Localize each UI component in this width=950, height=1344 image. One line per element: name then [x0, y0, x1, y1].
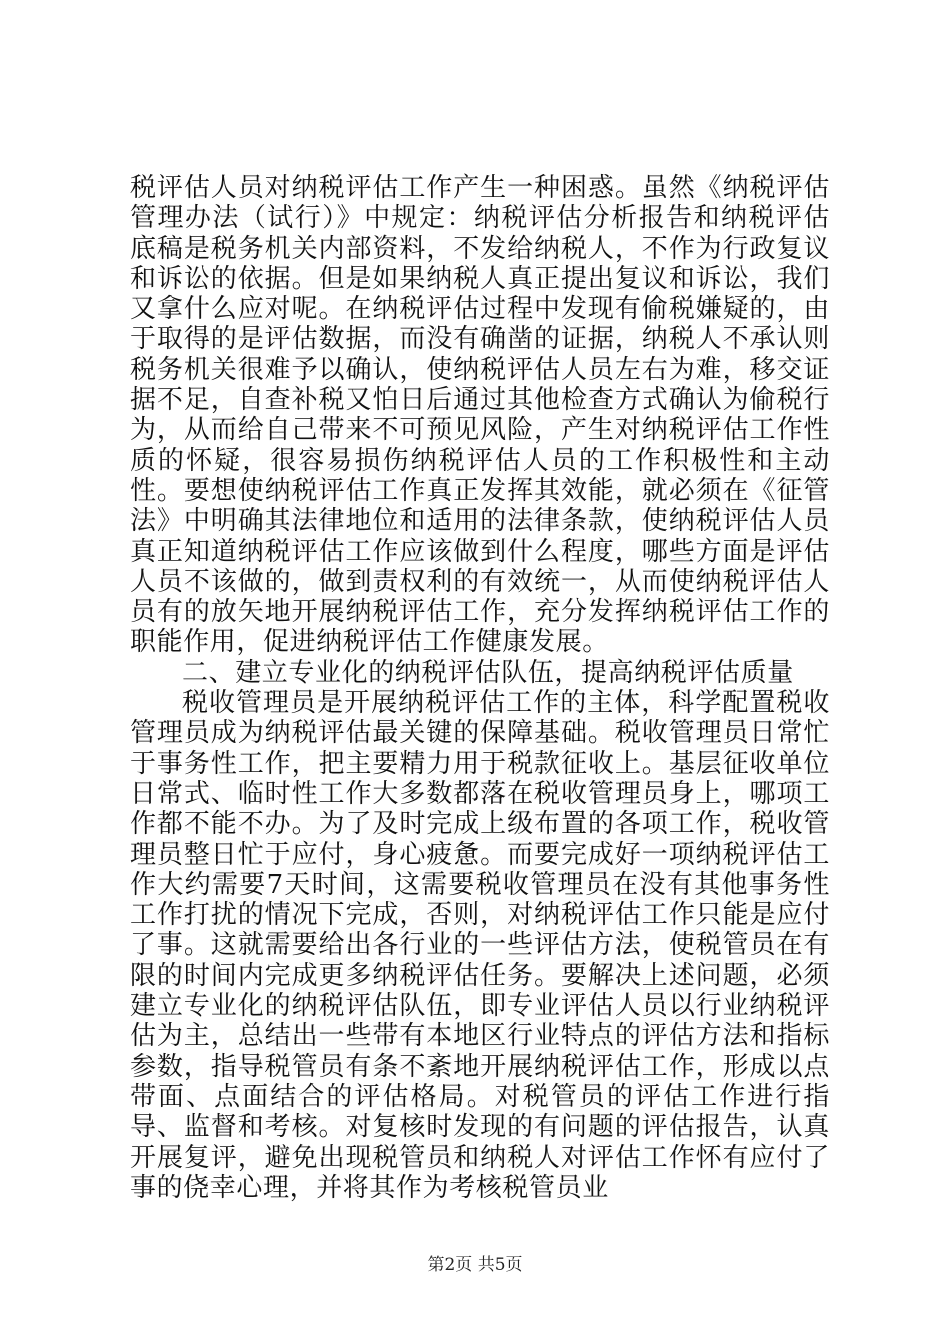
paragraph-continuation: 税评估人员对纳税评估工作产生一种困惑。虽然《纳税评估管理办法（试行）》中规定：纳税评估分析报告和纳税评估底稿是税务机关内部资料，不发给纳税人，不作为行政复议和诉讼的依据。但是如果纳税人真正提出复议和诉讼，我们又拿什么应对呢。在纳税评估过程中发现有偷税嫌疑的，由于取得的是评估数据，而没有确凿的证据，纳税人不承认则税务机关很难予以确认，使纳税评估人员左右为难，移交证据不足，自查补税又怕日后通过其他检查方式确认为偷税行为，从而给自己带来不可预见风险，产生对纳税评估工作性质的怀疑，很容易损伤纳税评估人员的工作积极性和主动性。要想使纳税评估工作真正发挥其效能，就必须在《征管法》中明确其法律地位和适用的法律条款，使纳税评估人员真正知道纳税评估工作应该做到什么程度，哪些方面是评估人员不该做的，做到责权利的有效统一，从而使纳税评估人员有的放矢地开展纳税评估工作，充分发挥纳税评估工作的职能作用，促进纳税评估工作健康发展。	[130, 173, 830, 658]
document-body	[130, 173, 830, 1203]
section-heading: 二、建立专业化的纳税评估队伍，提高纳税评估质量	[182, 657, 794, 688]
page-footer: 第2页 共5页	[427, 1255, 523, 1275]
paragraph-body: 税收管理员是开展纳税评估工作的主体，科学配置税收管理员成为纳税评估最关键的保障基础。税收管理员日常忙于事务性工作，把主要精力用于税款征收上。基层征收单位日常式、临时性工作大多数都落在税收管理员身上，哪项工作都不能不办。为了及时完成上级布置的各项工作，税收管理员整日忙于应付，身心疲惫。而要完成好一项纳税评估工作大约需要7天时间，这需要税收管理员在没有其他事务性工作打扰的情况下完成，否则，对纳税评估工作只能是应付了事。这就需要给出各行业的一些评估方法，使税管员在有限的时间内完成更多纳税评估任务。要解决上述问题，必须建立专业化的纳税评估队伍，即专业评估人员以行业纳税评估为主，总结出一些带有本地区行业特点的评估方法和指标参数，指导税管员有条不紊地开展纳税评估工作，形成以点带面、点面结合的评估格局。对税管员的评估工作进行指导、监督和考核。对复核时发现的有问题的评估报告，认真开展复评，避免出现税管员和纳税人对评估工作怀有应付了事的侥幸心理，并将其作为考核税管员业	[130, 688, 830, 1203]
